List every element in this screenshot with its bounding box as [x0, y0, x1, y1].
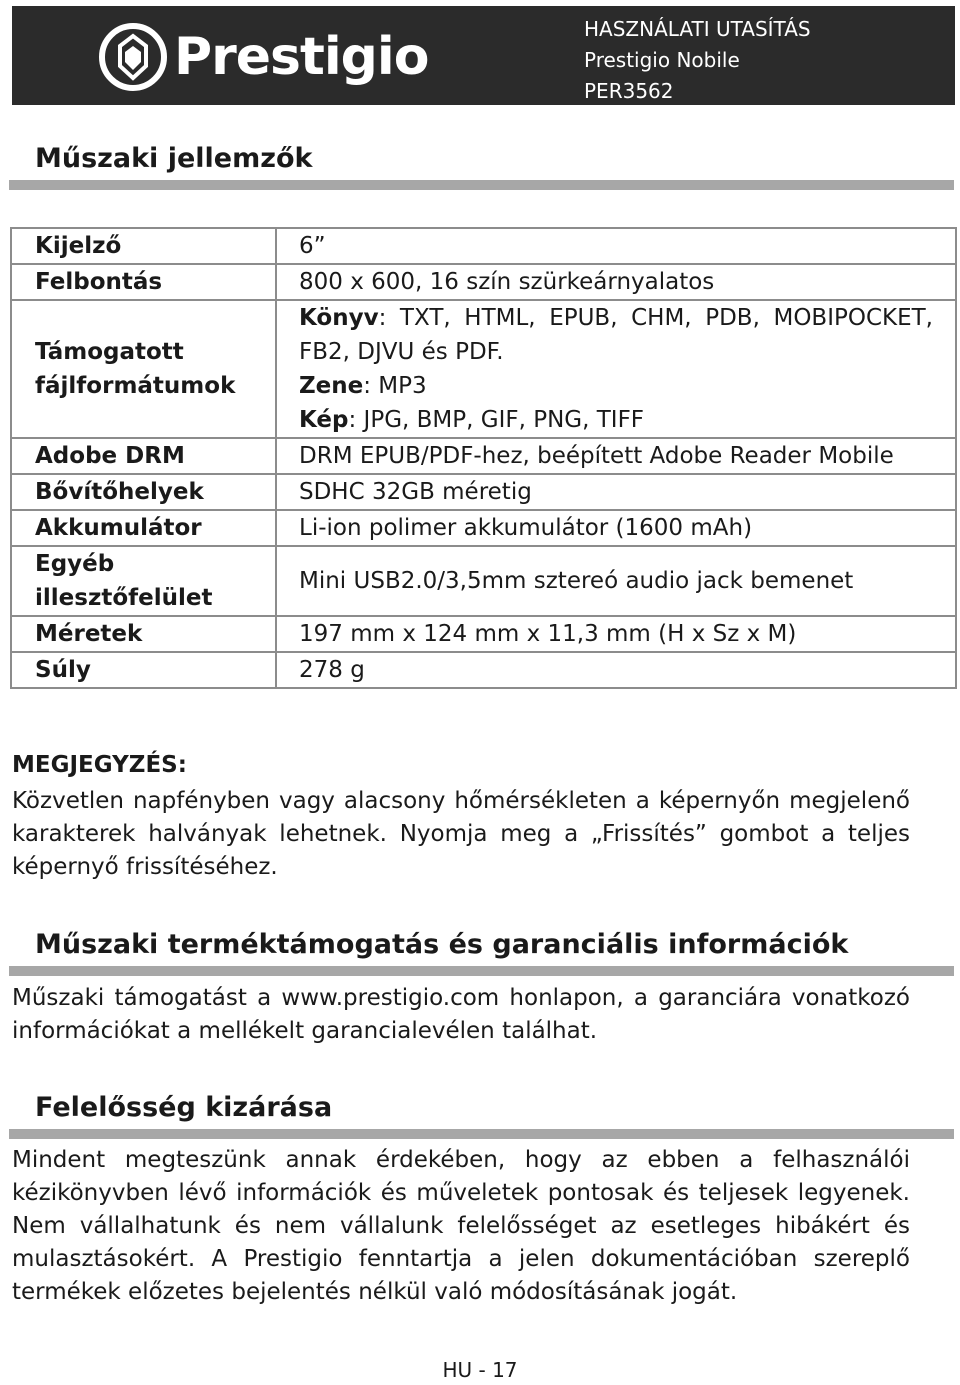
format-text: : TXT, HTML, EPUB, CHM, PDB, MOBIPOCKET, FB2, DJVU és PDF.: [299, 305, 933, 365]
spec-value: SDHC 32GB méretig: [276, 474, 956, 510]
table-row: [11, 474, 956, 510]
table-row: [11, 510, 956, 546]
format-label: Kép: [299, 407, 349, 433]
table-row: [11, 438, 956, 474]
spec-value: Mini USB2.0/3,5mm sztereó audio jack bemenet: [276, 546, 956, 616]
spec-key: Egyéb illesztőfelület: [11, 546, 276, 616]
specs-table: [10, 227, 957, 689]
spec-key: Adobe DRM: [11, 438, 276, 474]
disclaimer-text: Mindent megteszünk annak érdekében, hogy az ebben a felhasználói kézikönyvben lévő információk és műveletek pontosak és teljesek legyenek. Nem vállalhatunk és nem vállalunk felelősséget az esetleges hibákért és mulasztásokért. A Prestigio fenntartja a jelen dokumentációban szereplő termékek előzetes bejelentés nélkül való módosításának jogát.: [12, 1147, 910, 1305]
prestigio-logo: [98, 22, 428, 92]
spec-key: Súly: [11, 652, 276, 688]
product-name: Prestigio Nobile: [584, 48, 740, 72]
spec-value: Li-ion polimer akkumulátor (1600 mAh): [276, 510, 956, 546]
page-number: HU - 17: [442, 1358, 518, 1382]
table-row: [11, 264, 956, 300]
header-band: [12, 6, 955, 105]
format-text: : JPG, BMP, GIF, PNG, TIFF: [348, 407, 645, 433]
table-row: [11, 300, 956, 438]
section-divider: [9, 180, 954, 190]
logo-wordmark: Prestigio: [174, 27, 429, 87]
document-meta: [584, 14, 811, 107]
spec-value: [276, 300, 956, 438]
spec-key: Kijelző: [11, 228, 276, 264]
spec-value: 197 mm x 124 mm x 11,3 mm (H x Sz x M): [276, 616, 956, 652]
format-text: : MP3: [363, 373, 427, 399]
section-divider: [9, 966, 954, 976]
disclaimer-section-title: Felelősség kizárása: [35, 1092, 333, 1123]
spec-key: Akkumulátor: [11, 510, 276, 546]
support-section-title: Műszaki terméktámogatás és garanciális információk: [35, 929, 849, 960]
spec-key: Méretek: [11, 616, 276, 652]
format-label: Zene: [299, 373, 364, 399]
note-text: Közvetlen napfényben vagy alacsony hőmérsékleten a képernyőn megjelenő karakterek halványak lehetnek. Nyomja meg a „Frissítés” gombot a teljes képernyő frissítéséhez.: [12, 788, 910, 880]
model-number: PER3562: [584, 79, 674, 103]
table-row: [11, 652, 956, 688]
spec-value: 6”: [276, 228, 956, 264]
format-music: [299, 369, 933, 403]
section-divider: [9, 1129, 954, 1139]
table-row: [11, 228, 956, 264]
note-title: MEGJEGYZÉS:: [12, 752, 187, 778]
doc-type: HASZNÁLATI UTASÍTÁS: [584, 17, 811, 41]
spec-value: 800 x 600, 16 szín szürkeárnyalatos: [276, 264, 956, 300]
spec-value: 278 g: [276, 652, 956, 688]
spec-key: Támogatott fájlformátumok: [11, 300, 276, 438]
spec-key: Felbontás: [11, 264, 276, 300]
support-text: Műszaki támogatást a www.prestigio.com honlapon, a garanciára vonatkozó információkat a mellékelt garancialevélen találhat.: [12, 985, 910, 1044]
logo-emblem-icon: [98, 22, 168, 92]
format-book: [299, 301, 933, 369]
format-image: [299, 403, 933, 437]
spec-key: Bővítőhelyek: [11, 474, 276, 510]
table-row: [11, 616, 956, 652]
table-row: [11, 546, 956, 616]
spec-value: DRM EPUB/PDF-hez, beépített Adobe Reader Mobile: [276, 438, 956, 474]
specs-section-title: Műszaki jellemzők: [35, 143, 313, 174]
format-label: Könyv: [299, 305, 379, 331]
